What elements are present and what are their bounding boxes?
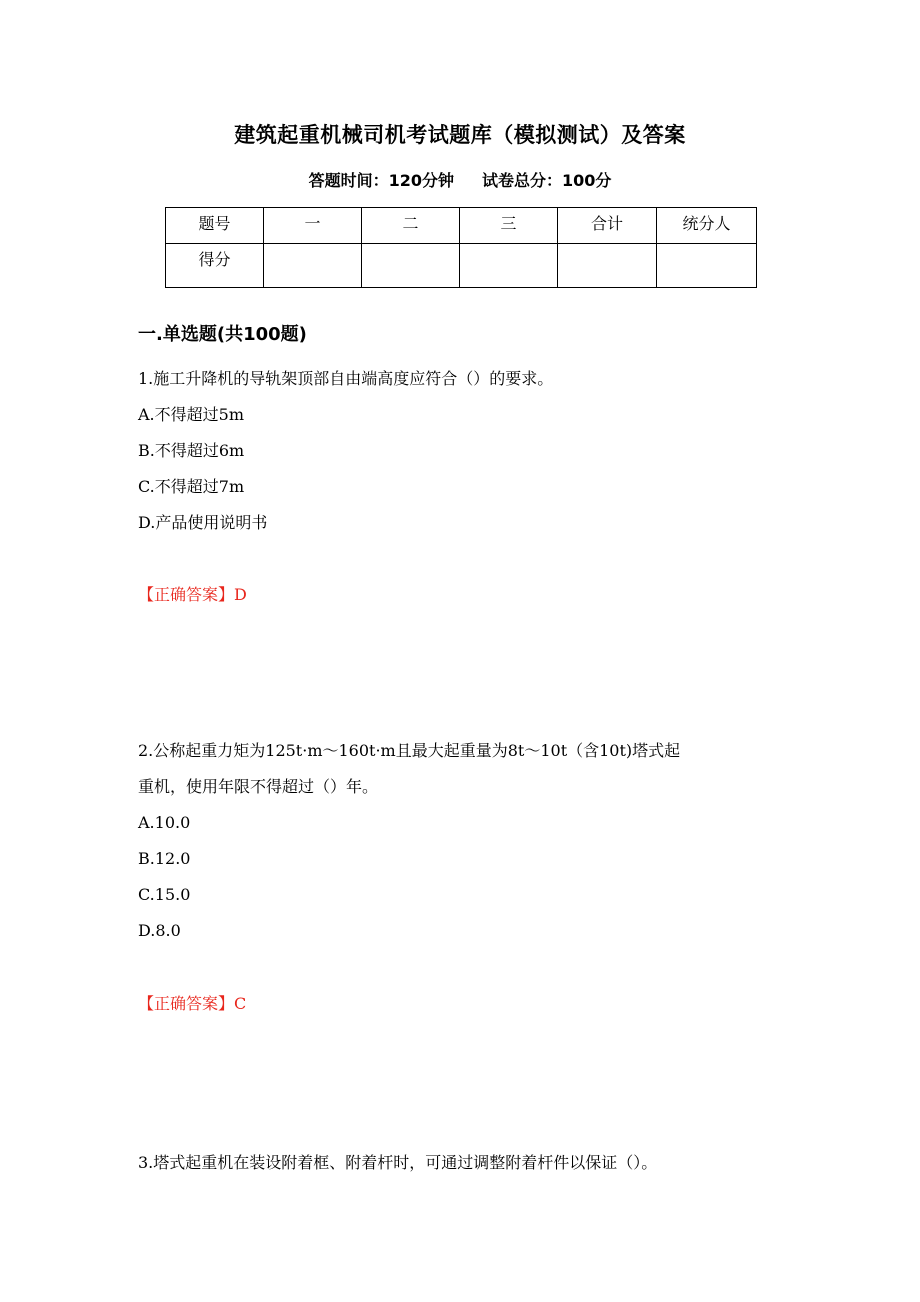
answer-1: 【正确答案】D: [138, 585, 247, 604]
score-cell: [264, 244, 362, 288]
option-c: C.不得超过7m: [138, 477, 245, 496]
score-cell: [460, 244, 558, 288]
option-c: C.15.0: [138, 885, 191, 904]
score-table-header: 题号: [166, 208, 264, 244]
option-d: D.8.0: [138, 921, 181, 940]
question-stem-line: 2.公称起重力矩为125t·m～160t·m且最大起重量为8t～10t（含10t)塔式起: [138, 741, 681, 760]
exam-total-score: 试卷总分：100分: [482, 171, 612, 190]
score-table-row: [166, 244, 757, 288]
question-3: [138, 1145, 788, 1181]
question-stem: 3.塔式起重机在装设附着框、附着杆时，可通过调整附着杆件以保证（）。: [138, 1153, 658, 1172]
exam-time: 答题时间：120分钟: [308, 171, 454, 190]
question-2: [138, 733, 788, 949]
score-table-header: 三: [460, 208, 558, 244]
score-table-header: 一: [264, 208, 362, 244]
option-a: A.10.0: [138, 813, 191, 832]
question-stem: 1.施工升降机的导轨架顶部自由端高度应符合（）的要求。: [138, 369, 554, 388]
score-table-header-row: [166, 208, 757, 244]
score-cell: [362, 244, 460, 288]
option-b: B.不得超过6m: [138, 441, 245, 460]
score-table-header: 二: [362, 208, 460, 244]
score-table: [165, 207, 757, 288]
section-title: 一.单选题(共100题): [138, 324, 307, 345]
exam-meta: [0, 170, 920, 192]
score-table-header: 合计: [558, 208, 657, 244]
question-1: [138, 361, 788, 541]
page-title: 建筑起重机械司机考试题库（模拟测试）及答案: [234, 123, 686, 147]
answer-2: 【正确答案】C: [138, 994, 247, 1013]
score-cell: [558, 244, 657, 288]
option-b: B.12.0: [138, 849, 191, 868]
option-d: D.产品使用说明书: [138, 513, 268, 532]
score-table-header: 统分人: [657, 208, 757, 244]
option-a: A.不得超过5m: [138, 405, 244, 424]
score-row-label: 得分: [166, 244, 264, 288]
score-cell: [657, 244, 757, 288]
question-stem-line: 重机，使用年限不得超过（）年。: [138, 777, 379, 796]
